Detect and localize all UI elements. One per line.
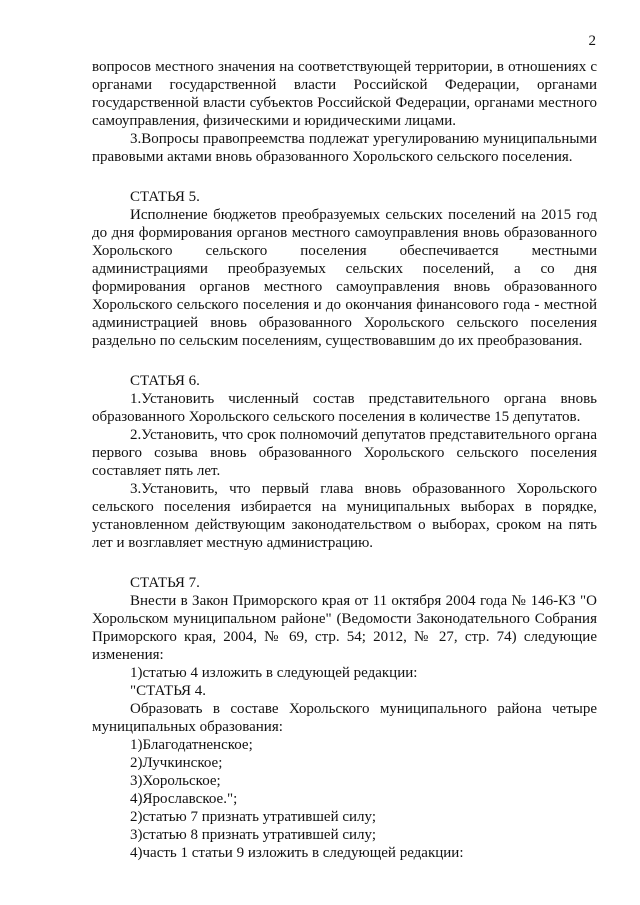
paragraph: 3.Вопросы правопреемства подлежат урегулированию муниципальными правовыми актами вновь образованного Хорольского сельского поселения. [92,131,597,165]
paragraph: Образовать в составе Хорольского муниципального района четыре муниципальных образования: [92,701,597,735]
list-item: 2)статью 7 признать утратившей силу; [130,809,376,825]
article-7-heading: СТАТЬЯ 7. [130,575,200,591]
paragraph: Исполнение бюджетов преобразуемых сельских поселений на 2015 год до дня формирования органов местного самоуправления вновь образованного Хорольского сельского поселения обеспечивается местными администрациями преобразуемых сельских поселений, а со дня формирования органов местного самоуправления вновь образованного Хорольского сельского поселения и до окончания финансового года - местной администрацией вновь образованного Хорольского сельского поселения раздельно по сельским поселениям, существовавшим до их преобразования. [92,207,597,349]
document-body [92,58,597,862]
article-6-heading: СТАТЬЯ 6. [130,373,200,389]
list-item: "СТАТЬЯ 4. [130,683,207,699]
page-number: 2 [588,33,596,49]
list-item: 4)Ярославское."; [130,791,238,807]
paragraph: 2.Установить, что срок полномочий депутатов представительного органа первого созыва вновь образованного Хорольского сельского поселения составляет пять лет. [92,427,597,479]
paragraph: 3.Установить, что первый глава вновь образованного Хорольского сельского поселения избирается на муниципальных выборах в порядке, установленном действующим законодательством о выборах, сроком на пять лет и возглавляет местную администрацию. [92,481,597,551]
paragraph: Внести в Закон Приморского края от 11 октября 2004 года № 146-КЗ "О Хорольском муниципальном районе" (Ведомости Законодательного Собрания Приморского края, 2004, № 69, стр. 54; 2012, № 27, стр. 74) следующие изменения: [92,593,597,663]
list-item: 1)Благодатненское; [130,737,253,753]
list-item: 3)Хорольское; [130,773,221,789]
list-item: 1)статью 4 изложить в следующей редакции: [130,665,418,681]
paragraph: вопросов местного значения на соответствующей территории, в отношениях с органами государственной власти Российской Федерации, органами государственной власти субъектов Российской Федерации, органами местного самоуправления, физическими и юридическими лицами. [92,59,597,129]
paragraph: 1.Установить численный состав представительного органа вновь образованного Хорольского сельского поселения в количестве 15 депутатов. [92,391,597,425]
list-item: 4)часть 1 статьи 9 изложить в следующей редакции: [130,845,464,861]
list-item: 2)Лучкинское; [130,755,223,771]
list-item: 3)статью 8 признать утратившей силу; [130,827,376,843]
article-5-heading: СТАТЬЯ 5. [130,189,200,205]
